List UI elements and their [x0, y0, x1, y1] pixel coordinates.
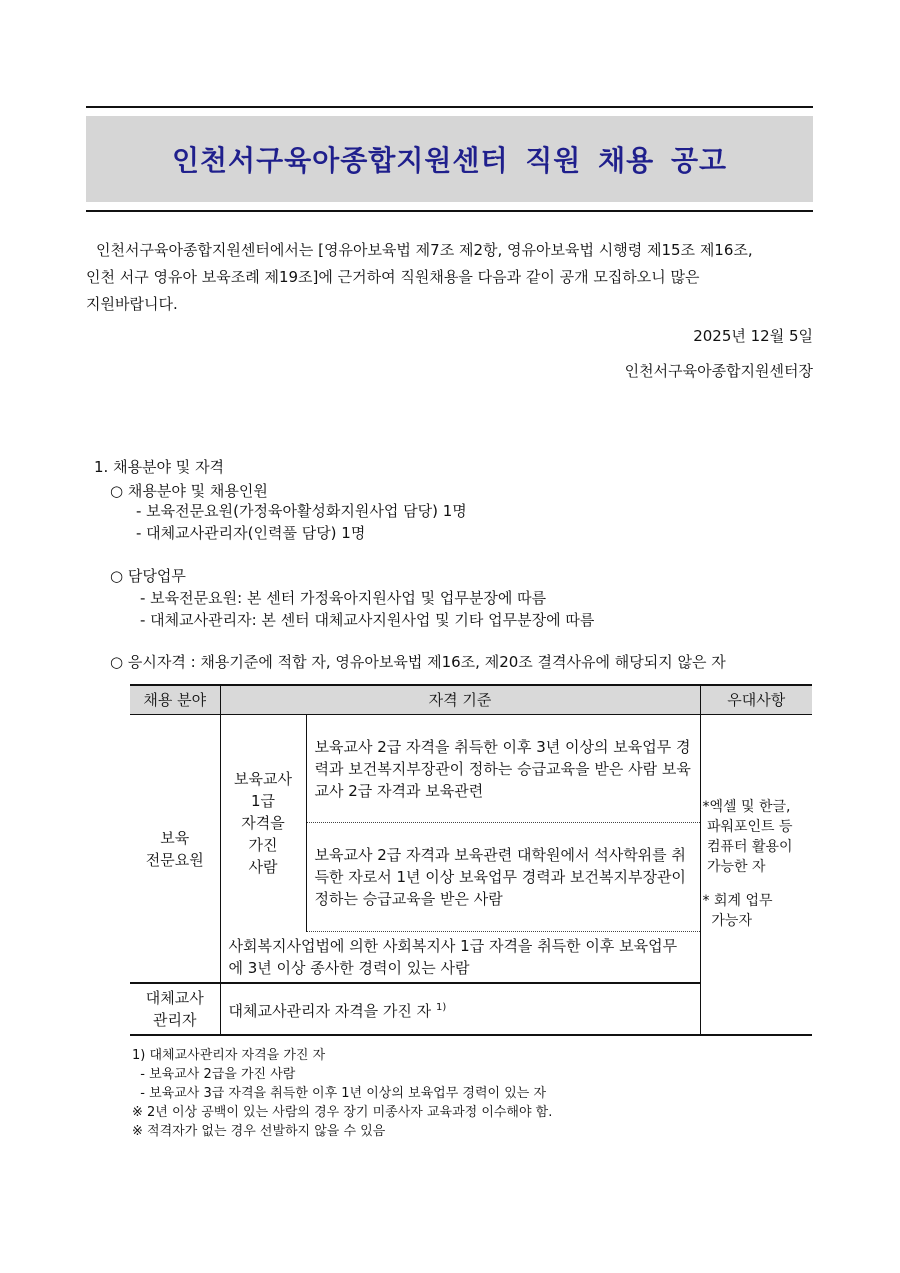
note-line: - 보육교사 2급을 가진 사람 — [132, 1067, 296, 1082]
section-1-title: 1. 채용분야 및 자격 — [94, 458, 225, 476]
notice-date: 2025년 12월 5일 — [693, 327, 813, 345]
grade1-label: 보육교사 1급 자격을 가진 사람 — [220, 715, 306, 932]
intro-line-1: 인천서구육아종합지원센터에서는 [영유아보육법 제7조 제2항, 영유아보육법 시행령 제15조 제16조, — [96, 241, 753, 259]
issuer-signature: 인천서구육아종합지원센터장 — [624, 362, 813, 380]
duties-heading: ○ 담당업무 — [110, 567, 186, 585]
eligibility-line: ○ 응시자격 : 채용기준에 적합 자, 영유아보육법 제16조, 제20조 결격사유에 해당되지 않은 자 — [110, 653, 726, 671]
criteria-cell: 사회복지사업법에 의한 사회복지사 1급 자격을 취득한 이후 보육업무에 3년 이상 종사한 경력이 있는 사람 — [220, 932, 700, 984]
header-field: 채용 분야 — [130, 685, 220, 715]
duty-item: - 보육전문요원: 본 센터 가정육아지원사업 및 업무분장에 따름 — [140, 589, 547, 607]
title-bottom-rule — [86, 210, 813, 212]
note-line: ※ 2년 이상 공백이 있는 사람의 경우 장기 미종사자 교육과정 이수해야 함. — [132, 1105, 553, 1120]
intro-line-3: 지원바랍니다. — [86, 295, 178, 313]
criteria-cell: 보육교사 2급 자격과 보육관련 대학원에서 석사학위를 취득한 자로서 1년 이상 보육업무 경력과 보건복지부장관이 정하는 승급교육을 받은 사람 — [306, 823, 700, 932]
duty-item: - 대체교사관리자: 본 센터 대체교사지원사업 및 기타 업무분장에 따름 — [140, 611, 595, 629]
intro-line-2: 인천 서구 영유아 보육조례 제19조]에 근거하여 직원채용을 다음과 같이 공개 모집하오니 많은 — [86, 268, 700, 286]
preference-cell — [700, 715, 812, 1036]
intro-paragraph — [86, 237, 813, 318]
field-item: - 대체교사관리자(인력풀 담당) 1명 — [136, 524, 366, 542]
qualification-table — [130, 684, 812, 1036]
header-preference: 우대사항 — [700, 685, 812, 715]
criteria-cell: 보육교사 2급 자격을 취득한 이후 3년 이상의 보육업무 경력과 보건복지부장관이 정하는 승급교육을 받은 사람 보육교사 2급 자격과 보육관련 — [306, 715, 700, 823]
header-criteria: 자격 기준 — [220, 685, 700, 715]
field-specialist: 보육 전문요원 — [130, 715, 220, 984]
criteria-cell — [220, 983, 700, 1035]
title-top-rule — [86, 106, 813, 108]
field-item: - 보육전문요원(가정육아활성화지원사업 담당) 1명 — [136, 502, 467, 520]
table-row — [130, 715, 812, 823]
note-line: - 보육교사 3급 자격을 취득한 이후 1년 이상의 보육업무 경력이 있는 자 — [132, 1086, 547, 1101]
table-header-row — [130, 685, 812, 715]
note-line: ※ 적격자가 없는 경우 선발하지 않을 수 있음 — [132, 1124, 386, 1139]
field-substitute: 대체교사 관리자 — [130, 983, 220, 1035]
note-line: 1) 대체교사관리자 자격을 가진 자 — [132, 1048, 326, 1063]
page-title: 인천서구육아종합지원센터 직원 채용 공고 — [171, 144, 728, 177]
fields-heading: ○ 채용분야 및 채용인원 — [110, 482, 268, 500]
title-banner — [86, 116, 813, 202]
footnote-marker: 1) — [435, 1001, 447, 1013]
footnotes — [132, 1046, 552, 1141]
preference-computer: *엑셀 및 한글, 파워포인트 등 컴퓨터 활용이 가능한 자 — [702, 799, 793, 875]
preference-accounting: * 회계 업무 가능자 — [702, 893, 773, 929]
substitute-criteria: 대체교사관리자 자격을 가진 자 — [228, 1001, 432, 1020]
